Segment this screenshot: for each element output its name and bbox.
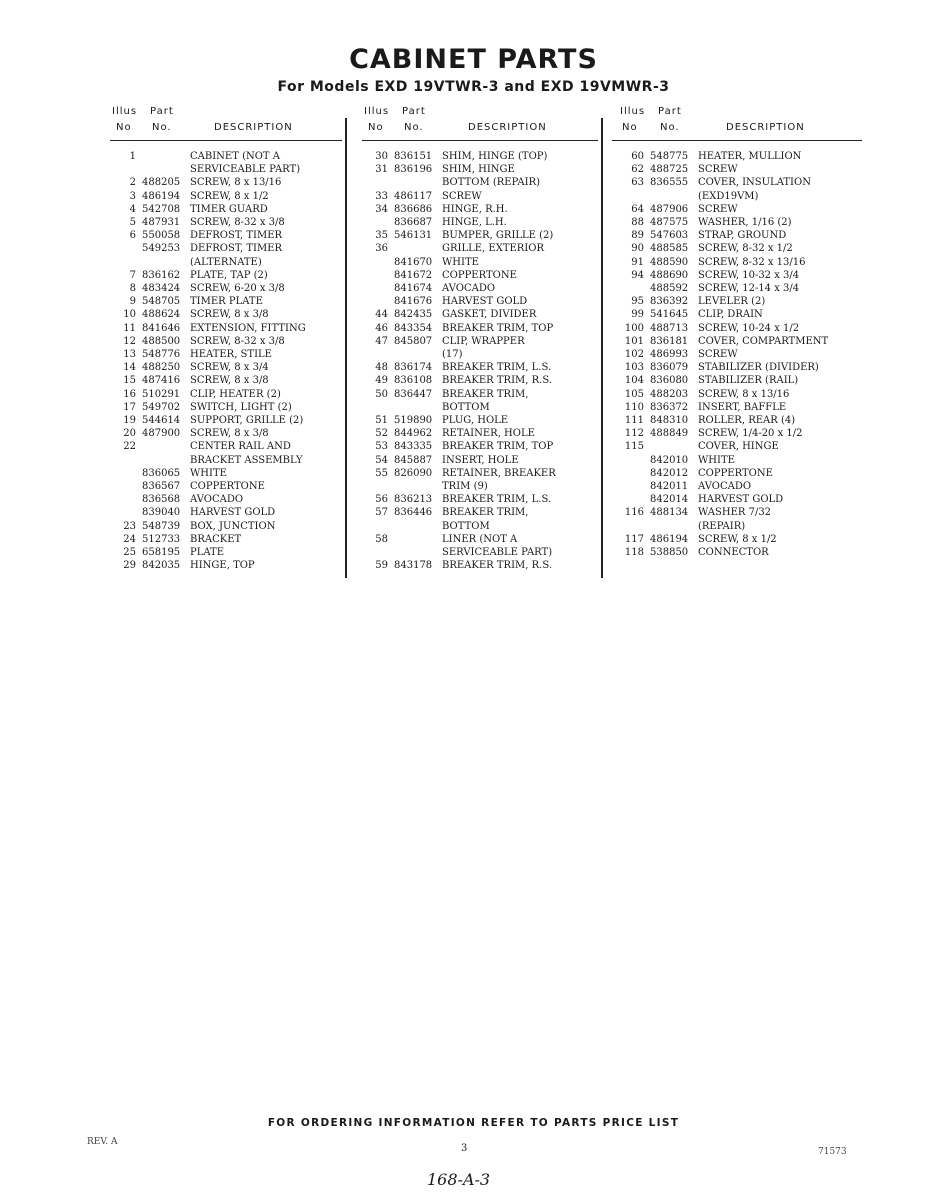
part-description: COPPERTONE bbox=[190, 481, 265, 492]
illus-number: 19 bbox=[123, 415, 136, 426]
part-description: SCREW, 12-14 x 3/4 bbox=[698, 283, 800, 294]
part-number: 488713 bbox=[650, 322, 689, 334]
part-description: BOTTOM (REPAIR) bbox=[442, 177, 541, 189]
header-part: Part bbox=[402, 106, 426, 117]
part-number: 544614 bbox=[142, 415, 181, 426]
part-number: 658195 bbox=[142, 547, 181, 558]
part-number: 841672 bbox=[394, 269, 433, 281]
part-description: BREAKER TRIM, TOP bbox=[442, 322, 554, 334]
part-description: PLATE, TAP (2) bbox=[190, 269, 268, 281]
part-number: 836213 bbox=[394, 494, 433, 506]
part-description: COPPERTONE bbox=[698, 467, 773, 479]
part-description: HARVEST GOLD bbox=[442, 296, 528, 308]
illus-number: 104 bbox=[624, 375, 644, 387]
part-description: SWITCH, LIGHT (2) bbox=[190, 401, 292, 413]
illus-number: 2 bbox=[129, 177, 136, 189]
illus-number: 94 bbox=[631, 269, 644, 281]
part-number: 842012 bbox=[650, 467, 689, 479]
part-description: DEFROST, TIMER bbox=[190, 243, 283, 255]
part-number: 848310 bbox=[650, 415, 689, 426]
illus-number: 35 bbox=[375, 230, 388, 242]
part-number: 510291 bbox=[142, 388, 181, 400]
part-description: SCREW bbox=[698, 164, 738, 176]
illus-number: 115 bbox=[624, 441, 644, 453]
part-description: CLIP, DRAIN bbox=[698, 309, 763, 321]
illus-number: 110 bbox=[624, 401, 644, 413]
part-description: WHITE bbox=[442, 256, 479, 268]
header-part-no: No. bbox=[404, 122, 424, 133]
illus-number: 46 bbox=[375, 322, 388, 334]
illus-number: 58 bbox=[375, 533, 388, 545]
part-description: STABILIZER (RAIL) bbox=[698, 375, 799, 387]
part-description: WHITE bbox=[698, 454, 735, 466]
part-description: SCREW, 8 x 13/16 bbox=[698, 388, 790, 400]
illus-number: 56 bbox=[375, 494, 388, 506]
illus-number: 59 bbox=[375, 560, 388, 572]
part-number: 548739 bbox=[142, 520, 181, 532]
part-description: BOX, JUNCTION bbox=[190, 520, 276, 532]
part-number: 512733 bbox=[142, 533, 181, 545]
illus-number: 52 bbox=[375, 428, 388, 440]
page-subtitle: For Models EXD 19VTWR-3 and EXD 19VMWR-3 bbox=[277, 79, 670, 95]
part-description: INSERT, HOLE bbox=[442, 454, 519, 466]
illus-number: 50 bbox=[375, 388, 388, 400]
part-number: 486194 bbox=[142, 190, 181, 202]
part-number: 547603 bbox=[650, 230, 689, 242]
header-rule bbox=[362, 140, 598, 141]
illus-number: 49 bbox=[375, 375, 388, 387]
part-description: SHIM, HINGE bbox=[442, 164, 515, 176]
illus-number: 10 bbox=[123, 309, 136, 321]
part-number: 844962 bbox=[394, 428, 433, 440]
part-description: SCREW, 8-32 x 13/16 bbox=[698, 256, 806, 268]
part-number: 836446 bbox=[394, 507, 433, 519]
part-number: 519890 bbox=[394, 415, 433, 426]
header-illus: Illus bbox=[112, 106, 138, 117]
part-description: BREAKER TRIM, R.S. bbox=[442, 560, 553, 572]
illus-number: 99 bbox=[631, 309, 644, 321]
part-number: 488205 bbox=[142, 177, 181, 189]
part-description: BOTTOM bbox=[442, 401, 490, 413]
part-description: BRACKET bbox=[190, 533, 242, 545]
illus-number: 36 bbox=[375, 243, 388, 255]
illus-number: 53 bbox=[375, 441, 388, 453]
part-description: BREAKER TRIM, TOP bbox=[442, 441, 554, 453]
part-number: 549702 bbox=[142, 401, 181, 413]
part-number: 842014 bbox=[650, 494, 689, 506]
part-number: 841676 bbox=[394, 296, 433, 308]
part-description: HINGE, TOP bbox=[190, 560, 255, 572]
illus-number: 11 bbox=[123, 322, 136, 334]
part-number: 549253 bbox=[142, 243, 181, 255]
illus-number: 13 bbox=[123, 349, 136, 360]
part-description: CABINET (NOT A bbox=[190, 151, 280, 162]
header-part-no: No. bbox=[660, 122, 680, 133]
part-description: COVER, INSULATION bbox=[698, 177, 811, 189]
part-description: WASHER 7/32 bbox=[698, 507, 772, 519]
part-description: AVOCADO bbox=[442, 283, 496, 294]
illus-number: 88 bbox=[631, 217, 644, 228]
part-description: GRILLE, EXTERIOR bbox=[442, 243, 545, 255]
part-number: 483424 bbox=[142, 283, 181, 294]
part-description: GASKET, DIVIDER bbox=[442, 309, 537, 321]
page-title: CABINET PARTS bbox=[349, 44, 598, 75]
header-part: Part bbox=[658, 106, 682, 117]
part-number: 488592 bbox=[650, 283, 689, 294]
part-description: (17) bbox=[442, 349, 463, 360]
column-divider bbox=[601, 118, 603, 578]
illus-number: 89 bbox=[631, 230, 644, 242]
illus-number: 102 bbox=[624, 349, 644, 360]
header-part-no: No. bbox=[152, 122, 172, 133]
part-number: 488585 bbox=[650, 243, 689, 255]
part-number: 486194 bbox=[650, 533, 689, 545]
header-illus: Illus bbox=[364, 106, 390, 117]
part-description: SCREW bbox=[698, 203, 738, 215]
part-number: 843178 bbox=[394, 560, 433, 572]
part-description: EXTENSION, FITTING bbox=[190, 322, 306, 334]
illus-number: 111 bbox=[624, 415, 644, 426]
part-description: SCREW, 10-24 x 1/2 bbox=[698, 322, 800, 334]
part-number: 841670 bbox=[394, 256, 433, 268]
part-description: BREAKER TRIM, R.S. bbox=[442, 375, 553, 387]
illus-number: 54 bbox=[375, 454, 388, 466]
part-description: BRACKET ASSEMBLY bbox=[190, 454, 303, 466]
part-description: CONNECTOR bbox=[698, 547, 769, 558]
illus-number: 22 bbox=[123, 441, 136, 453]
part-number: 836568 bbox=[142, 494, 181, 506]
part-number: 836686 bbox=[394, 203, 433, 215]
part-number: 488624 bbox=[142, 309, 181, 321]
illus-number: 15 bbox=[123, 375, 136, 387]
part-number: 842010 bbox=[650, 454, 689, 466]
illus-number: 9 bbox=[129, 296, 136, 308]
illus-number: 63 bbox=[631, 177, 644, 189]
illus-number: 24 bbox=[123, 533, 136, 545]
illus-number: 47 bbox=[375, 335, 388, 347]
illus-number: 23 bbox=[123, 520, 136, 532]
part-number: 843335 bbox=[394, 441, 433, 453]
header-description: DESCRIPTION bbox=[214, 122, 293, 133]
part-number: 546131 bbox=[394, 230, 433, 242]
part-description: SCREW, 1/4-20 x 1/2 bbox=[698, 428, 803, 440]
part-number: 488250 bbox=[142, 362, 181, 374]
illus-number: 17 bbox=[123, 401, 136, 413]
part-description: HINGE, L.H. bbox=[442, 217, 507, 228]
part-number: 842435 bbox=[394, 309, 433, 321]
part-number: 548705 bbox=[142, 296, 181, 308]
illus-number: 6 bbox=[129, 230, 136, 242]
illus-number: 112 bbox=[624, 428, 644, 440]
part-number: 836162 bbox=[142, 269, 181, 281]
part-description: (ALTERNATE) bbox=[190, 256, 262, 268]
illus-number: 20 bbox=[123, 428, 136, 440]
illus-number: 64 bbox=[631, 203, 644, 215]
illus-number: 1 bbox=[129, 151, 136, 162]
part-description: RETAINER, BREAKER bbox=[442, 467, 556, 479]
illus-number: 7 bbox=[129, 269, 136, 281]
part-description: TRIM (9) bbox=[442, 481, 488, 492]
part-description: BREAKER TRIM, L.S. bbox=[442, 494, 552, 506]
illus-number: 33 bbox=[375, 190, 388, 202]
part-description: SHIM, HINGE (TOP) bbox=[442, 151, 548, 162]
part-number: 836567 bbox=[142, 481, 181, 492]
part-description: TIMER PLATE bbox=[190, 296, 263, 308]
part-number: 836447 bbox=[394, 388, 433, 400]
part-description: CENTER RAIL AND bbox=[190, 441, 291, 453]
illus-number: 105 bbox=[624, 388, 644, 400]
illus-number: 3 bbox=[129, 190, 136, 202]
illus-number: 16 bbox=[123, 388, 136, 400]
part-description: AVOCADO bbox=[190, 494, 244, 506]
illus-number: 62 bbox=[631, 164, 644, 176]
part-description: STABILIZER (DIVIDER) bbox=[698, 362, 819, 374]
part-description: SERVICEABLE PART) bbox=[190, 164, 301, 176]
illus-number: 44 bbox=[375, 309, 388, 321]
part-number: 826090 bbox=[394, 467, 433, 479]
illus-number: 117 bbox=[624, 533, 644, 545]
part-description: RETAINER, HOLE bbox=[442, 428, 535, 440]
part-number: 836174 bbox=[394, 362, 433, 374]
header-illus-no: No bbox=[368, 122, 384, 133]
header-rule bbox=[110, 140, 342, 141]
part-number: 487416 bbox=[142, 375, 181, 387]
part-description: AVOCADO bbox=[698, 481, 752, 492]
part-description: SCREW, 8 x 3/4 bbox=[190, 362, 269, 374]
illus-number: 55 bbox=[375, 467, 388, 479]
part-number: 550058 bbox=[142, 230, 181, 242]
part-number: 836372 bbox=[650, 401, 689, 413]
part-number: 841674 bbox=[394, 283, 433, 294]
header-illus: Illus bbox=[620, 106, 646, 117]
part-number: 488690 bbox=[650, 269, 689, 281]
part-description: CLIP, WRAPPER bbox=[442, 335, 525, 347]
part-number: 836196 bbox=[394, 164, 433, 176]
header-description: DESCRIPTION bbox=[726, 122, 805, 133]
part-description: SCREW, 8 x 3/8 bbox=[190, 375, 269, 387]
part-description: SCREW bbox=[442, 190, 482, 202]
part-number: 487575 bbox=[650, 217, 689, 228]
illus-number: 100 bbox=[624, 322, 644, 334]
illus-number: 90 bbox=[631, 243, 644, 255]
part-description: LEVELER (2) bbox=[698, 296, 766, 308]
part-description: SCREW, 8 x 3/8 bbox=[190, 309, 269, 321]
part-number: 845807 bbox=[394, 335, 433, 347]
part-description: SCREW, 8 x 1/2 bbox=[190, 190, 269, 202]
header-part: Part bbox=[150, 106, 174, 117]
part-description: SERVICEABLE PART) bbox=[442, 547, 553, 558]
part-description: SCREW, 8-32 x 3/8 bbox=[190, 335, 285, 347]
part-number: 845887 bbox=[394, 454, 433, 466]
part-description: ROLLER, REAR (4) bbox=[698, 415, 796, 426]
part-description: BREAKER TRIM, bbox=[442, 388, 529, 400]
revision-label: REV. A bbox=[87, 1137, 118, 1147]
part-number: 488725 bbox=[650, 164, 689, 176]
illus-number: 60 bbox=[631, 151, 644, 162]
illus-number: 31 bbox=[375, 164, 388, 176]
illus-number: 91 bbox=[631, 256, 644, 268]
part-description: CLIP, HEATER (2) bbox=[190, 388, 281, 400]
part-number: 486117 bbox=[394, 190, 433, 202]
header-rule bbox=[612, 140, 862, 141]
part-description: HARVEST GOLD bbox=[190, 507, 276, 519]
part-description: BUMPER, GRILLE (2) bbox=[442, 230, 554, 242]
part-number: 836555 bbox=[650, 177, 689, 189]
part-number: 488500 bbox=[142, 335, 181, 347]
part-description: SCREW, 6-20 x 3/8 bbox=[190, 283, 285, 294]
part-description: PLATE bbox=[190, 547, 225, 558]
part-number: 548775 bbox=[650, 151, 689, 162]
part-number: 538850 bbox=[650, 547, 689, 558]
part-number: 842035 bbox=[142, 560, 181, 572]
part-number: 542708 bbox=[142, 203, 181, 215]
illus-number: 103 bbox=[624, 362, 644, 374]
part-number: 836392 bbox=[650, 296, 689, 308]
handwritten-note: 168-A-3 bbox=[427, 1170, 491, 1189]
part-description: STRAP, GROUND bbox=[698, 230, 787, 242]
illus-number: 51 bbox=[375, 415, 388, 426]
part-description: COVER, HINGE bbox=[698, 441, 779, 453]
document-id: 71573 bbox=[818, 1147, 847, 1157]
part-description: BREAKER TRIM, bbox=[442, 507, 529, 519]
part-description: BREAKER TRIM, L.S. bbox=[442, 362, 552, 374]
part-number: 541645 bbox=[650, 309, 689, 321]
part-description: TIMER GUARD bbox=[190, 203, 268, 215]
part-description: LINER (NOT A bbox=[442, 533, 518, 545]
illus-number: 8 bbox=[129, 283, 136, 294]
part-description: WASHER, 1/16 (2) bbox=[698, 217, 792, 228]
part-description: SCREW, 8 x 3/8 bbox=[190, 428, 269, 440]
part-number: 488203 bbox=[650, 388, 689, 400]
part-description: HEATER, MULLION bbox=[698, 151, 802, 162]
part-description: HEATER, STILE bbox=[190, 349, 272, 360]
part-number: 487900 bbox=[142, 428, 181, 440]
part-description: (REPAIR) bbox=[698, 520, 746, 532]
part-number: 836079 bbox=[650, 362, 689, 374]
part-description: HARVEST GOLD bbox=[698, 494, 784, 506]
part-description: HINGE, R.H. bbox=[442, 203, 508, 215]
part-number: 836108 bbox=[394, 375, 433, 387]
illus-number: 95 bbox=[631, 296, 644, 308]
part-description: SUPPORT, GRILLE (2) bbox=[190, 415, 304, 426]
part-number: 487906 bbox=[650, 203, 689, 215]
part-description: INSERT, BAFFLE bbox=[698, 401, 787, 413]
illus-number: 29 bbox=[123, 560, 136, 572]
part-description: SCREW, 8 x 13/16 bbox=[190, 177, 282, 189]
page-number: 3 bbox=[461, 1143, 468, 1154]
illus-number: 34 bbox=[375, 203, 388, 215]
column-divider bbox=[345, 118, 347, 578]
part-description: SCREW, 10-32 x 3/4 bbox=[698, 269, 800, 281]
part-description: PLUG, HOLE bbox=[442, 415, 509, 426]
part-description: BOTTOM bbox=[442, 520, 490, 532]
illus-number: 12 bbox=[123, 335, 136, 347]
part-number: 836151 bbox=[394, 151, 433, 162]
illus-number: 30 bbox=[375, 151, 388, 162]
part-description: SCREW, 8 x 1/2 bbox=[698, 533, 777, 545]
part-number: 843354 bbox=[394, 322, 433, 334]
part-number: 486993 bbox=[650, 349, 689, 360]
header-description: DESCRIPTION bbox=[468, 122, 547, 133]
header-illus-no: No bbox=[116, 122, 132, 133]
part-number: 488849 bbox=[650, 428, 689, 440]
part-description: SCREW bbox=[698, 349, 738, 360]
illus-number: 25 bbox=[123, 547, 136, 558]
part-description: WHITE bbox=[190, 467, 227, 479]
header-illus-no: No bbox=[622, 122, 638, 133]
illus-number: 48 bbox=[375, 362, 388, 374]
part-number: 836065 bbox=[142, 467, 181, 479]
part-description: COPPERTONE bbox=[442, 269, 517, 281]
part-number: 836181 bbox=[650, 335, 689, 347]
part-number: 839040 bbox=[142, 507, 181, 519]
part-number: 488590 bbox=[650, 256, 689, 268]
part-description: (EXD19VM) bbox=[698, 190, 759, 202]
illus-number: 5 bbox=[129, 217, 136, 228]
illus-number: 14 bbox=[123, 362, 136, 374]
part-number: 488134 bbox=[650, 507, 689, 519]
illus-number: 116 bbox=[624, 507, 644, 519]
part-number: 841646 bbox=[142, 322, 181, 334]
part-description: SCREW, 8-32 x 1/2 bbox=[698, 243, 793, 255]
part-number: 487931 bbox=[142, 217, 181, 228]
illus-number: 118 bbox=[624, 547, 644, 558]
ordering-note: FOR ORDERING INFORMATION REFER TO PARTS PRICE LIST bbox=[267, 1117, 680, 1129]
part-description: COVER, COMPARTMENT bbox=[698, 335, 829, 347]
illus-number: 57 bbox=[375, 507, 388, 519]
part-description: DEFROST, TIMER bbox=[190, 230, 283, 242]
illus-number: 4 bbox=[129, 203, 136, 215]
part-number: 836080 bbox=[650, 375, 689, 387]
part-number: 548776 bbox=[142, 349, 181, 360]
part-number: 842011 bbox=[650, 481, 689, 492]
part-number: 836687 bbox=[394, 217, 433, 228]
part-description: SCREW, 8-32 x 3/8 bbox=[190, 217, 285, 228]
illus-number: 101 bbox=[624, 335, 644, 347]
